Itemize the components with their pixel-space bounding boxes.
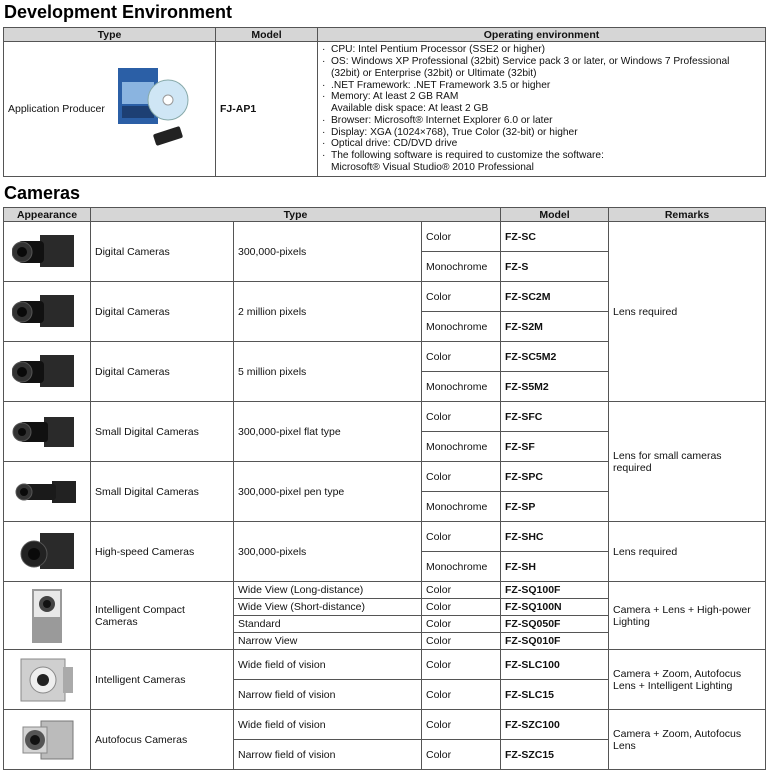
camera-spec: 300,000-pixel flat type bbox=[234, 402, 422, 462]
model-number: FZ-S bbox=[501, 252, 609, 282]
env-disk: Available disk space: At least 2 GB bbox=[331, 103, 489, 115]
model-number: FZ-SH bbox=[501, 552, 609, 582]
header-operating-environment: Operating environment bbox=[318, 28, 766, 42]
header-remarks: Remarks bbox=[609, 208, 766, 222]
camera-type-name: Digital Cameras bbox=[91, 222, 234, 282]
remarks-intelligent: Camera + Zoom, Autofocus Lens + Intelligent Lighting bbox=[609, 650, 766, 710]
view-label: Standard bbox=[234, 616, 422, 633]
color-label: Color bbox=[422, 710, 501, 740]
model-number: FZ-SQ100F bbox=[501, 582, 609, 599]
env-memory: · Memory: At least 2 GB RAM bbox=[322, 91, 761, 103]
camera-spec: 300,000-pixels bbox=[234, 222, 422, 282]
camera-image bbox=[4, 222, 91, 282]
camera-image bbox=[4, 402, 91, 462]
camera-type-name: High-speed Cameras bbox=[91, 522, 234, 582]
color-label: Color bbox=[422, 402, 501, 432]
model-number: FZ-S2M bbox=[501, 312, 609, 342]
mono-label: Monochrome bbox=[422, 252, 501, 282]
software-package-image bbox=[110, 64, 200, 154]
camera-type-name: Small Digital Cameras bbox=[91, 402, 234, 462]
mono-label: Monochrome bbox=[422, 432, 501, 462]
camera-image bbox=[4, 710, 91, 770]
type-cell bbox=[4, 42, 216, 177]
color-label: Color bbox=[422, 616, 501, 633]
header-type: Type bbox=[91, 208, 501, 222]
model-number: FZ-SP bbox=[501, 492, 609, 522]
env-dotnet: · .NET Framework: .NET Framework 3.5 or higher bbox=[322, 80, 761, 92]
model-number: FZ-SQ050F bbox=[501, 616, 609, 633]
section-title-development: Development Environment bbox=[4, 2, 233, 22]
color-label: Color bbox=[422, 582, 501, 599]
camera-type-name: Intelligent Compact Cameras bbox=[91, 582, 234, 650]
env-display: · Display: XGA (1024×768), True Color (32-bit) or higher bbox=[322, 127, 761, 139]
camera-image bbox=[4, 650, 91, 710]
model-cell: FJ-AP1 bbox=[216, 42, 318, 177]
env-browser: · Browser: Microsoft® Internet Explorer 6.0 or later bbox=[322, 115, 761, 127]
development-table bbox=[3, 27, 766, 177]
model-number: FZ-SZC100 bbox=[501, 710, 609, 740]
mono-label: Monochrome bbox=[422, 312, 501, 342]
model-number: FZ-SLC15 bbox=[501, 680, 609, 710]
remarks-compact: Camera + Lens + High-power Lighting bbox=[609, 582, 766, 650]
header-type: Type bbox=[4, 28, 216, 42]
type-label: Application Producer bbox=[8, 103, 105, 115]
camera-image bbox=[4, 342, 91, 402]
camera-type-name: Intelligent Cameras bbox=[91, 650, 234, 710]
model-number: FZ-SQ100N bbox=[501, 599, 609, 616]
color-label: Color bbox=[422, 740, 501, 770]
view-label: Narrow View bbox=[234, 633, 422, 650]
model-number: FZ-SC5M2 bbox=[501, 342, 609, 372]
camera-spec: 300,000-pixel pen type bbox=[234, 462, 422, 522]
model-number: FZ-SLC100 bbox=[501, 650, 609, 680]
camera-type-name: Digital Cameras bbox=[91, 342, 234, 402]
mono-label: Monochrome bbox=[422, 372, 501, 402]
view-label: Wide View (Long-distance) bbox=[234, 582, 422, 599]
remarks-autofocus: Camera + Zoom, Autofocus Lens bbox=[609, 710, 766, 770]
camera-type-name: Digital Cameras bbox=[91, 282, 234, 342]
color-label: Color bbox=[422, 633, 501, 650]
view-label: Wide View (Short-distance) bbox=[234, 599, 422, 616]
env-os-continued: (32bit) or Enterprise (32bit) or Ultimate (32bit) bbox=[331, 67, 537, 79]
remarks-small-lens: Lens for small cameras required bbox=[609, 402, 766, 522]
view-label: Wide field of vision bbox=[234, 650, 422, 680]
camera-image bbox=[4, 522, 91, 582]
env-visual-studio: Microsoft® Visual Studio® 2010 Professional bbox=[331, 162, 534, 174]
cameras-table bbox=[3, 207, 766, 770]
env-optical: · Optical drive: CD/DVD drive bbox=[322, 138, 761, 150]
camera-image bbox=[4, 462, 91, 522]
model-number: FZ-SQ010F bbox=[501, 633, 609, 650]
color-label: Color bbox=[422, 599, 501, 616]
camera-spec: 5 million pixels bbox=[234, 342, 422, 402]
view-label: Wide field of vision bbox=[234, 710, 422, 740]
env-cpu: · CPU: Intel Pentium Processor (SSE2 or higher) bbox=[322, 44, 761, 56]
mono-label: Monochrome bbox=[422, 492, 501, 522]
model-number: FZ-SHC bbox=[501, 522, 609, 552]
model-number: FZ-SC2M bbox=[501, 282, 609, 312]
color-label: Color bbox=[422, 680, 501, 710]
camera-type-name: Autofocus Cameras bbox=[91, 710, 234, 770]
view-label: Narrow field of vision bbox=[234, 680, 422, 710]
env-software: · The following software is required to customize the software: bbox=[322, 150, 761, 162]
camera-image bbox=[4, 582, 91, 650]
view-label: Narrow field of vision bbox=[234, 740, 422, 770]
model-number: FZ-S5M2 bbox=[501, 372, 609, 402]
camera-image bbox=[4, 282, 91, 342]
color-label: Color bbox=[422, 342, 501, 372]
remarks-lens-required: Lens required bbox=[609, 222, 766, 402]
header-appearance: Appearance bbox=[4, 208, 91, 222]
model-number: FZ-SC bbox=[501, 222, 609, 252]
model-number: FZ-SZC15 bbox=[501, 740, 609, 770]
model-number: FZ-SFC bbox=[501, 402, 609, 432]
color-label: Color bbox=[422, 650, 501, 680]
color-label: Color bbox=[422, 462, 501, 492]
remarks-lens-required-2: Lens required bbox=[609, 522, 766, 582]
env-os: · OS: Windows XP Professional (32bit) Service pack 3 or later, or Windows 7 Professional bbox=[322, 56, 761, 68]
model-number: FZ-SF bbox=[501, 432, 609, 462]
header-model: Model bbox=[501, 208, 609, 222]
color-label: Color bbox=[422, 522, 501, 552]
mono-label: Monochrome bbox=[422, 552, 501, 582]
model-number: FZ-SPC bbox=[501, 462, 609, 492]
header-model: Model bbox=[216, 28, 318, 42]
camera-spec: 2 million pixels bbox=[234, 282, 422, 342]
color-label: Color bbox=[422, 222, 501, 252]
camera-type-name: Small Digital Cameras bbox=[91, 462, 234, 522]
color-label: Color bbox=[422, 282, 501, 312]
section-title-cameras: Cameras bbox=[4, 183, 81, 203]
environment-cell bbox=[318, 42, 766, 177]
camera-spec: 300,000-pixels bbox=[234, 522, 422, 582]
